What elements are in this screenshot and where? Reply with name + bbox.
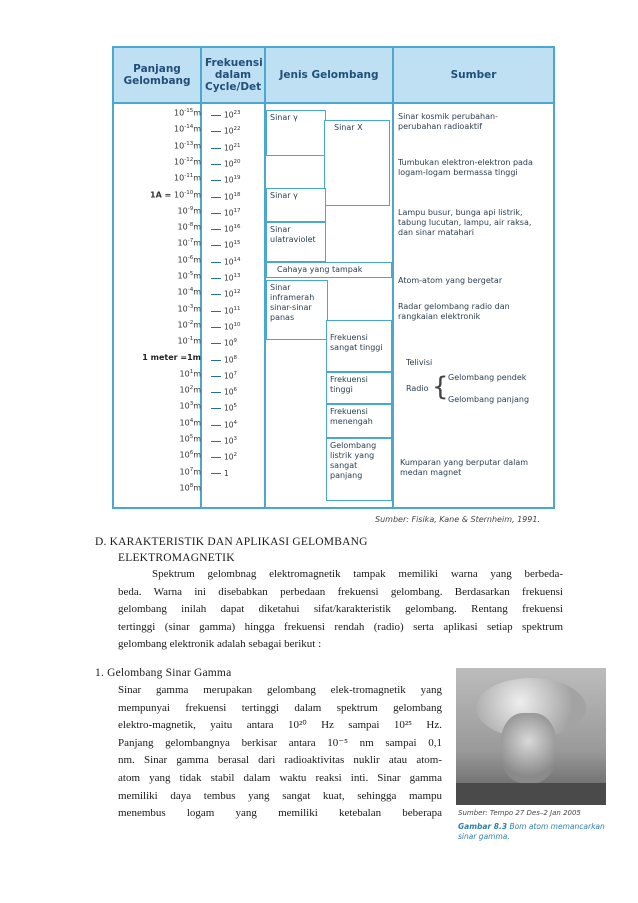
cell-ultraviolet-label: Sinar ulatraviolet bbox=[270, 225, 316, 244]
cell-very-high-freq bbox=[326, 320, 392, 372]
frequency-label: $10^3$ bbox=[211, 436, 237, 446]
wavelength-label: $10^{-9}m$ bbox=[177, 205, 201, 216]
frequency-label: $10^{13}$ bbox=[211, 273, 241, 283]
figure-caption bbox=[458, 822, 608, 842]
wavelength-label: $10^{-3}m$ bbox=[177, 303, 201, 314]
frequency-label: $10^9$ bbox=[211, 338, 237, 348]
paragraph-line: gelombang elektronik adalah sebagai berikut : bbox=[118, 638, 322, 651]
wavelength-label: $10^{-4}m$ bbox=[177, 287, 201, 297]
figure-caption-text: Bom atom memancarkan sinar gamma. bbox=[458, 822, 605, 841]
column-divider bbox=[392, 48, 394, 507]
wavelength-label: $10^1m$ bbox=[179, 368, 201, 379]
source-cosmic: Sinar kosmik perubahan-perubahan radioaktif bbox=[398, 112, 498, 131]
wavelength-label: $10^5m$ bbox=[179, 434, 201, 444]
source-radar: Radar gelombang radio dan rangkaian elektronik bbox=[398, 302, 510, 321]
frequency-label: $10^{12}$ bbox=[211, 289, 241, 299]
source-radio: Radio bbox=[406, 384, 429, 393]
wavelength-label: $10^2m$ bbox=[179, 385, 201, 395]
tick-mark bbox=[211, 164, 221, 165]
wavelength-label: $10^{-14}m$ bbox=[174, 124, 201, 134]
frequency-label: $10^{21}$ bbox=[211, 143, 241, 153]
source-coil: Kumparan yang berputar dalam medan magnet bbox=[400, 458, 529, 477]
paragraph-line: gelombang inilah dapat diketahui sifat/karakteristik gelombang. Rentang frekuensi bbox=[118, 603, 563, 616]
wavelength-label: $10^{-11}m$ bbox=[174, 173, 201, 183]
paragraph-line: menembus logam yang memiliki ketebalan beberapa bbox=[118, 807, 442, 820]
tick-mark bbox=[211, 131, 221, 132]
cell-xray-label: Sinar X bbox=[334, 123, 363, 132]
header-divider bbox=[114, 102, 553, 104]
wavelength-label: $10^{-1}m$ bbox=[177, 336, 201, 346]
cell-ultraviolet bbox=[266, 222, 326, 262]
cell-visible-light bbox=[266, 262, 392, 278]
tick-mark bbox=[211, 376, 221, 377]
tick-mark bbox=[211, 245, 221, 246]
frequency-label: $10^{11}$ bbox=[211, 306, 241, 316]
wavelength-label: $10^{-6}m$ bbox=[177, 254, 201, 265]
header-wave-type-label: Jenis Gelombang bbox=[279, 69, 379, 81]
cell-medium-freq bbox=[326, 404, 392, 438]
paragraph-line: elektro-magnetik, yaitu antara 10²⁰ Hz sampai 10²⁵ Hz. bbox=[118, 719, 442, 732]
cell-gamma-1-label: Sinar γ bbox=[270, 113, 298, 122]
tick-mark bbox=[211, 148, 221, 149]
wavelength-label: $10^3m$ bbox=[179, 401, 201, 412]
frequency-label: $10^{16}$ bbox=[211, 224, 241, 234]
frequency-label: $10^7$ bbox=[211, 371, 237, 381]
header-source bbox=[394, 48, 553, 102]
paragraph-line: beda. Warna ini disebabkan perbedaan frekuensi gelombang. Berdasarkan frekuensi bbox=[118, 585, 563, 598]
tick-mark bbox=[211, 441, 221, 442]
cell-visible-light-label: Cahaya yang tampak bbox=[277, 265, 363, 274]
tick-mark bbox=[211, 278, 221, 279]
wavelength-label: $10^{-2}m$ bbox=[177, 319, 201, 330]
frequency-label: $10^{23}$ bbox=[211, 110, 241, 120]
frequency-label: $10^4$ bbox=[211, 420, 237, 430]
brace-icon: { bbox=[432, 372, 449, 402]
tick-mark bbox=[211, 343, 221, 344]
frequency-label: $10^{14}$ bbox=[211, 257, 241, 267]
tick-mark bbox=[211, 197, 221, 198]
cell-gamma-1 bbox=[266, 110, 326, 156]
source-short-wave: Gelombang pendek bbox=[448, 373, 527, 382]
wavelength-label: $10^8m$ bbox=[179, 482, 201, 493]
cell-long-wave bbox=[326, 438, 392, 501]
frequency-label: $10^5$ bbox=[211, 403, 237, 413]
header-wavelength bbox=[114, 48, 202, 102]
source-atoms: Atom-atom yang bergetar bbox=[398, 276, 503, 285]
section-1-paragraph bbox=[118, 682, 442, 823]
tick-mark bbox=[211, 115, 221, 116]
tick-mark bbox=[211, 311, 221, 312]
atomic-bomb-photo bbox=[456, 668, 606, 805]
tick-mark bbox=[211, 360, 221, 361]
cell-high-freq bbox=[326, 372, 392, 404]
frequency-label: $10^{18}$ bbox=[211, 192, 241, 202]
cell-gamma-2 bbox=[266, 188, 326, 222]
cell-gamma-2-label: Sinar γ bbox=[270, 191, 298, 200]
section-d-heading-cont: ELEKTROMAGNETIK bbox=[118, 552, 235, 564]
paragraph-line: Panjang gelombangnya berkisar antara 10⁻⁵ nm sampai 0,1 bbox=[118, 736, 442, 749]
frequency-label: $10^{22}$ bbox=[211, 126, 241, 136]
paragraph-line: nm. Sinar gamma berasal dari radioaktivitas nuklir atau atom- bbox=[118, 754, 442, 767]
tick-mark bbox=[211, 294, 221, 295]
spectrum-table bbox=[112, 46, 555, 509]
source-lamps: Lampu busur, bunga api listrik, tabung lucutan, lampu, air raksa, dan sinar matahari bbox=[398, 208, 532, 237]
source-tv: Telivisi bbox=[406, 358, 433, 367]
frequency-label: $10^{15}$ bbox=[211, 240, 241, 250]
frequency-label: 1 bbox=[211, 469, 229, 478]
cell-infrared-label: Sinar inframerah sinar-sinar panas bbox=[270, 283, 315, 322]
wavelength-label: $1A = 10^{-10}m$ bbox=[150, 189, 201, 200]
mushroom-cloud-stem bbox=[501, 713, 556, 783]
tick-mark bbox=[211, 425, 221, 426]
wavelength-label: $10^{-7}m$ bbox=[177, 238, 201, 249]
frequency-label: $10^{20}$ bbox=[211, 159, 241, 169]
ground-silhouette bbox=[456, 783, 606, 805]
photo-credit: Sumber: Tempo 27 Des–2 Jan 2005 bbox=[458, 809, 581, 817]
tick-mark bbox=[211, 327, 221, 328]
cell-long-wave-label: Gelombang listrik yang sangat panjang bbox=[330, 441, 377, 480]
table-source-credit: Sumber: Fisika, Kane & Sternheim, 1991. bbox=[375, 515, 540, 524]
header-source-label: Sumber bbox=[450, 69, 497, 81]
cell-high-freq-label: Frekuensi tinggi bbox=[330, 375, 368, 394]
tick-mark bbox=[211, 229, 221, 230]
frequency-label: $10^{10}$ bbox=[211, 322, 241, 332]
source-long-wave: Gelombang panjang bbox=[448, 395, 530, 404]
frequency-label: $10^{17}$ bbox=[211, 208, 241, 218]
paragraph-line: Sinar gamma merupakan gelombang elek-tromagnetik yang bbox=[118, 684, 442, 696]
tick-mark bbox=[211, 262, 221, 263]
header-frequency bbox=[202, 48, 266, 102]
paragraph-line: tertinggi (sinar gamma) hingga frekuensi rendah (radio) serta aplikasi setiap spektrum bbox=[118, 620, 563, 633]
header-wavelength-label: Panjang Gelombang bbox=[123, 63, 191, 87]
wavelength-label: 1 meter =1m bbox=[142, 352, 201, 362]
frequency-label: $10^2$ bbox=[211, 452, 237, 462]
wavelength-label: $10^{-13}m$ bbox=[174, 140, 201, 151]
wavelength-label: $10^{-5}m$ bbox=[177, 271, 201, 281]
frequency-label: $10^6$ bbox=[211, 387, 237, 397]
cell-infrared bbox=[266, 280, 328, 340]
wavelength-label: $10^{-8}m$ bbox=[177, 222, 201, 232]
section-d-heading: D. KARAKTERISTIK DAN APLIKASI GELOMBANG bbox=[95, 536, 368, 548]
section-d-paragraph bbox=[118, 566, 563, 654]
header-frequency-label: Frekuensi dalam Cycle/Det bbox=[205, 57, 263, 93]
source-electron: Tumbukan elektron-elektron pada logam-logam bermassa tinggi bbox=[398, 158, 533, 177]
paragraph-line: atom yang tidak stabil dalam waktu reaksi inti. Sinar gamma bbox=[118, 771, 442, 784]
paragraph-line: memiliki daya tembus yang sangat kuat, sehingga mampu bbox=[118, 789, 442, 802]
frequency-label: $10^{19}$ bbox=[211, 175, 241, 185]
wavelength-label: $10^6m$ bbox=[179, 450, 201, 460]
section-1-heading: 1. Gelombang Sinar Gamma bbox=[95, 667, 232, 679]
tick-mark bbox=[211, 457, 221, 458]
figure-caption-label: Gambar 8.3 bbox=[458, 822, 508, 831]
paragraph-line: mempunyai frekuensi tertinggi dalam spektrum gelombang bbox=[118, 701, 442, 714]
cell-medium-freq-label: Frekuensi menengah bbox=[330, 407, 373, 426]
tick-mark bbox=[211, 473, 221, 474]
wavelength-label: $10^{-15}m$ bbox=[174, 108, 201, 118]
tick-mark bbox=[211, 180, 221, 181]
header-wave-type bbox=[266, 48, 394, 102]
frequency-label: $10^8$ bbox=[211, 355, 237, 365]
cell-xray bbox=[324, 120, 390, 206]
paragraph-line: Spektrum gelombnag elektromagnetik tampak memiliki warna yang berbeda- bbox=[152, 568, 563, 580]
wavelength-label: $10^4m$ bbox=[179, 417, 201, 428]
cell-very-high-freq-label: Frekuensi sangat tinggi bbox=[330, 333, 383, 352]
tick-mark bbox=[211, 392, 221, 393]
wavelength-label: $10^7m$ bbox=[179, 466, 201, 477]
tick-mark bbox=[211, 408, 221, 409]
wavelength-label: $10^{-12}m$ bbox=[174, 156, 201, 167]
tick-mark bbox=[211, 213, 221, 214]
